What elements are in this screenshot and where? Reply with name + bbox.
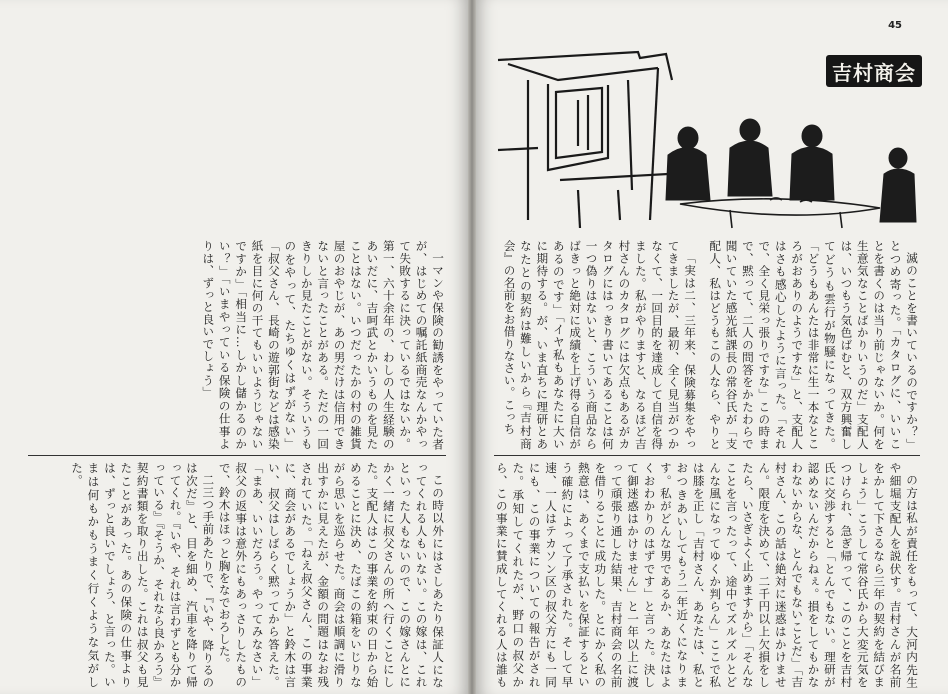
meeting-sketch-illustration — [640, 100, 940, 230]
right-page-bottom-text: の方は私が責任をもって、大河内先生や細堀支配人を説伏す。吉村さんが名前をかして下さるなら三年の契約を結びましょう」こうして常谷氏から大変元気をつけられ、急ぎ帰って、このことを吉村氏に交渉すると「とんでもない。理研が認めないんだからねぇ。損をしてもかなわないからな、とんでもないことだ」「吉村さん、この話は絶対に迷惑はかけません。限度を決めて、二千円以上欠損をしたら、いさぎよく止めますから」「そんなことを言ったって、途中でズルズルとどんな風になってゆくか判らん」ここで私は膝を正し「吉村さん、あなたは、私とおつきあいしてもう二年近くになります。私がどんな男であるか、あなたはよくおわかりのはずです」と言った。決して御迷惑はかけません」と一年以上に渡って頑張り通した結果、吉村商会の名前を借りることに成功した。とにかく私の熱意は、あくまで支払いを保証するという確約によって了承された。そして早速、一人はテカソン区の叔父方にも一同にも、この事業についての報告がされた。承知してくれたが、野口の叔父から、この事業に賛成してくれる人は誰も — [494, 462, 919, 688]
page-number: 45 — [888, 20, 902, 31]
column-divider-right — [494, 455, 920, 456]
left-page-bottom-text: この時以外にはさしあたり保証人になってくれる人もいない。この嫁は、これといった人もないので、この嫁さんとにかく一緒に叔父さんの所へ行くことにした。支配人はこの事業を約束の日から始めることに決め、たばこの箱をいじりながら思いを巡らせた。商会は順調に滑り出すかに見えたが、金額の問題はなお残されていた。「ねえ叔父さん、この事業に、商会があるでしょうか」と鈴木は言い、叔父はしばらく黙ってから答えた。「まあ、いいだろう。やってみなさい」叔父の返事は意外にもあっさりしたもので、鈴木はほっと胸をなでおろした。 二三つ手前あたりで、『いや、降りるのは次だ』と、目を細め、汽車を降りて帰ってくれ。『いや、それは言わずとも分かっている』『そうか、それなら良かろう』契約書類を取り出した。これは叔父も見たことがあった。あの保険の仕事よりは、ずっと良いでしょう、と言った。いまは何もかもうまく行くような気がした。 — [70, 462, 445, 688]
left-page-top-text: 一マンや保険の勧誘をやっていた者が、はじめての嘱託紙商売なんかやって失敗するに決っているではないか。第一、六十余年の、わしの人生経験のあいだに、吉呵武とかいうものを見たことはない。いつだったかの村の雑貨屋のおやじが、あの男だけは信用できないと言ったことがある。ただの一回きりしか見たことがない。そういうものをやって、たちゆくはずがない」「叔父さん、長崎の遊郭街などは感染紙を目に何の干てもいいようじゃないですか」「相当に…しかし儲かるのかい？」「いまやっている保険の仕事よりは、ずっと良いでしょう」 — [201, 240, 445, 450]
right-page-top-text-right: 滅のことを書いているのですか？」とつめ寄った。「カタログに、いいことを書くのは当り前じゃないか。何を生意気なことばかりいうのだ」支配人は、いつもう気色ばむと、双方興奮してどうも雲行が物騒になってきた。「どうもあんたは非常に生一本なところがおありのようですな」と、支配人はさも感心したように言った。「それで、全く見栄っ張りですな」この時まで、黙って、二人の問答をかたわらで聞いていた感光紙課長の常谷氏が「支配人、私はどうもこの人なら、やりと — [708, 240, 919, 450]
right-page-top-text-left: 「実は二、三年来、保険募集をやってきましたが、最初、全く見当がつかなくて、一回目的を達成して自信を得ました。私がやりますと、なるほど吉村さんのカタログには欠点もあるがカタログにはっきり書いてあることは何一つ偽りはないと、こういう商品ならばきっと絶対に成績を上げ得る自信があるのです」「イヤ私もあなたに大いに期待する。が、いま直ちに理研とあなたとの契約は難しいから『吉村商会』の名前をお借りなさい。こっち — [502, 240, 697, 450]
book-gutter — [468, 0, 476, 694]
left-page — [0, 0, 468, 694]
column-divider — [28, 455, 446, 456]
chapter-title-badge: 吉村商会 — [826, 55, 922, 87]
